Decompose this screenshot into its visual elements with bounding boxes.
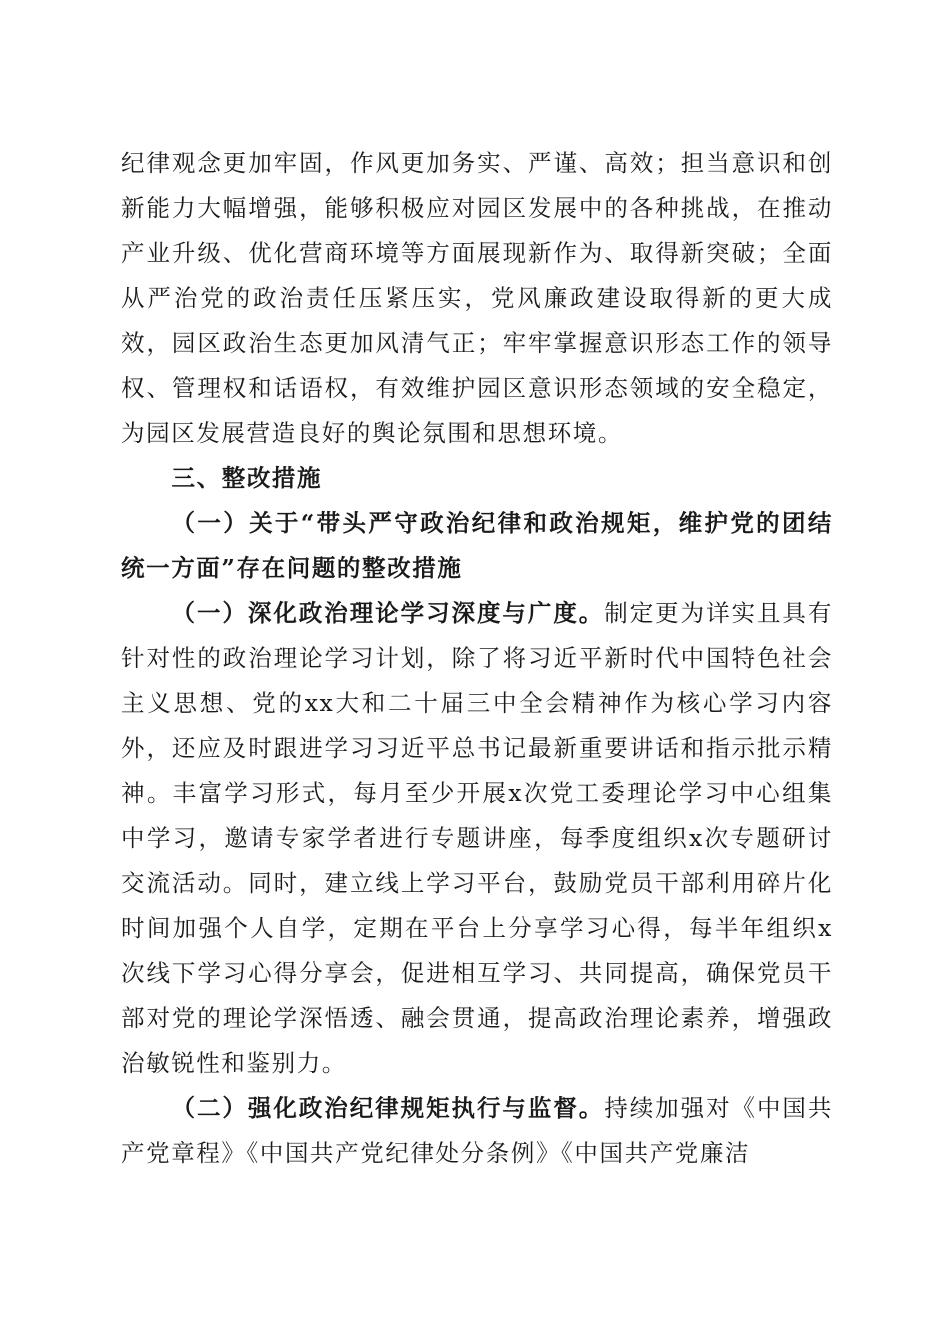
measure-item-1-title: （一）深化政治理论学习深度与广度。 (171, 599, 605, 627)
measure-item-2 (121, 1086, 833, 1176)
measure-item-2-title: （二）强化政治纪律规矩执行与监督。 (171, 1094, 605, 1122)
measure-item-1 (121, 591, 833, 1086)
paragraph-continuation: 纪律观念更加牢固，作风更加务实、严谨、高效；担当意识和创新能力大幅增强，能够积极应对园区发展中的各种挑战，在推动产业升级、优化营商环境等方面展现新作为、取得新突破；全面从严治党的政治责任压紧压实，党风廉政建设取得新的更大成效，园区政治生态更加风清气正；牢牢掌握意识形态工作的领导权、管理权和话语权，有效维护园区意识形态领域的安全稳定，为园区发展营造良好的舆论氛围和思想环境。 (121, 149, 833, 447)
section-heading: 三、整改措施 (171, 464, 323, 492)
measure-item-2-body: 持续加强对《中国共产党章程》《中国共产党纪律处分条例》《中国共产党廉洁 (121, 1094, 833, 1167)
document-body (121, 141, 833, 1176)
subsection-heading: （一）关于“带头严守政治纪律和政治规矩，维护党的团结统一方面”存在问题的整改措施 (121, 509, 833, 582)
measure-item-1-body: 制定更为详实且具有针对性的政治理论学习计划，除了将习近平新时代中国特色社会主义思想、党的xx大和二十届三中全会精神作为核心学习内容外，还应及时跟进学习习近平总书记最新重要讲话和指示批示精神。丰富学习形式，每月至少开展x次党工委理论学习中心组集中学习，邀请专家学者进行专题讲座，每季度组织x次专题研讨交流活动。同时，建立线上学习平台，鼓励党员干部利用碎片化时间加强个人自学，定期在平台上分享学习心得，每半年组织x次线下学习心得分享会，促进相互学习、共同提高，确保党员干部对党的理论学深悟透、融会贯通，提高政治理论素养，增强政治敏锐性和鉴别力。 (121, 599, 833, 1077)
